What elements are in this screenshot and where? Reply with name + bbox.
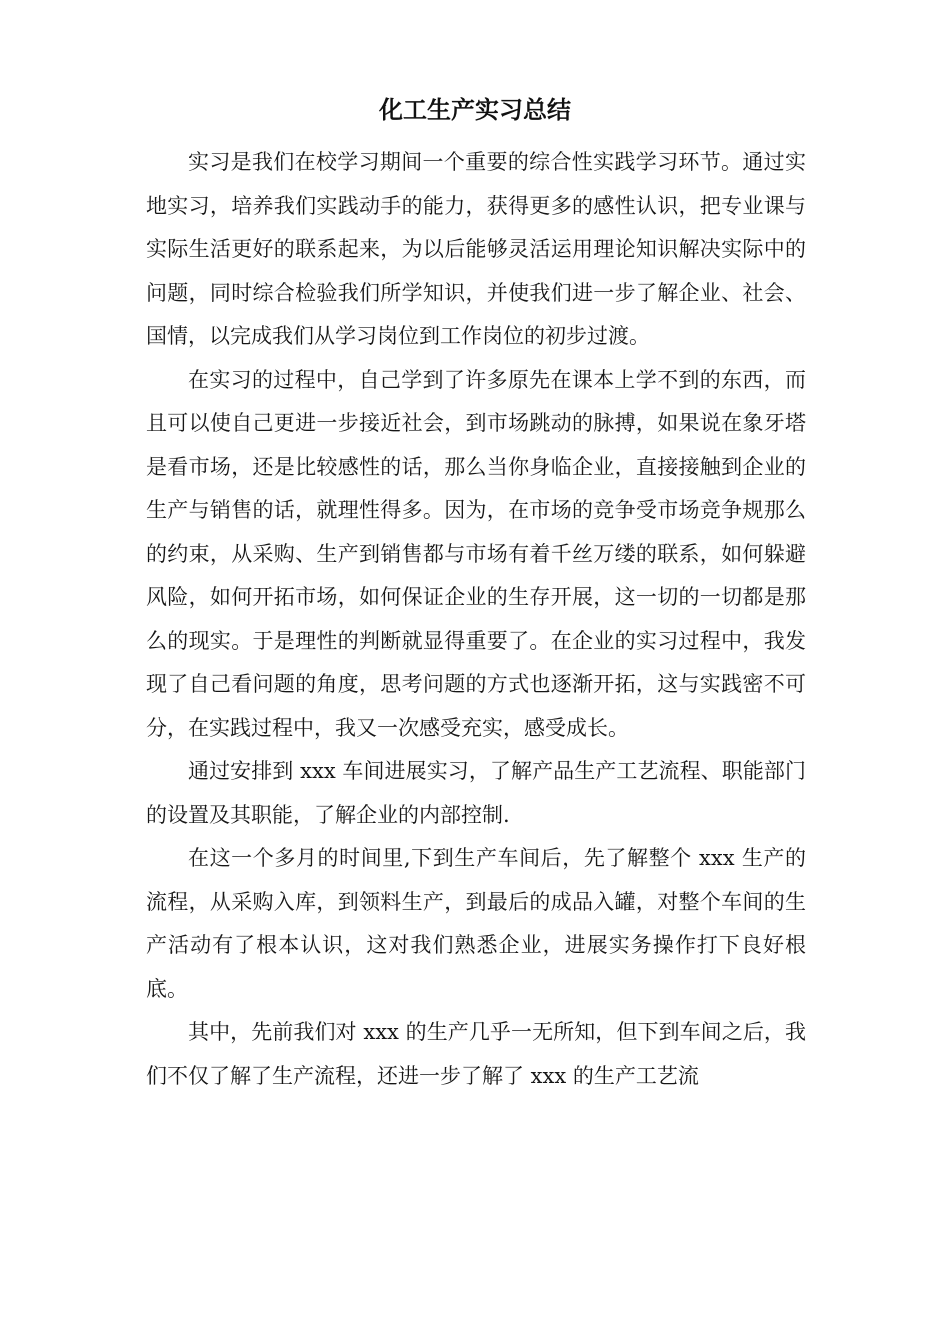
document-body: [146, 141, 806, 1098]
paragraph-4: 在这一个多月的时间里,下到生产车间后，先了解整个 xxx 生产的流程，从采购入库，到领料生产，到最后的成品入罐，对整个车间的生产活动有了根本认识，这对我们熟悉企业，进展实务操作打下良好根底。: [146, 846, 806, 1001]
paragraph-1: 实习是我们在校学习期间一个重要的综合性实践学习环节。通过实地实习，培养我们实践动手的能力，获得更多的感性认识，把专业课与实际生活更好的联系起来，为以后能够灵活运用理论知识解决实际中的问题，同时综合检验我们所学知识，并使我们进一步了解企业、社会、国情，以完成我们从学习岗位到工作岗位的初步过渡。: [146, 150, 806, 348]
document-title: 化工生产实习总结: [379, 95, 571, 124]
paragraph-5: 其中，先前我们对 xxx 的生产几乎一无所知，但下到车间之后，我们不仅了解了生产流程，还进一步了解了 xxx 的生产工艺流: [146, 1020, 806, 1088]
paragraph-3: 通过安排到 xxx 车间进展实习，了解产品生产工艺流程、职能部门的设置及其职能，了解企业的内部控制.: [146, 759, 806, 827]
paragraph-2: 在实习的过程中，自己学到了许多原先在课本上学不到的东西，而且可以使自己更进一步接近社会，到市场跳动的脉搏，如果说在象牙塔是看市场，还是比较感性的话，那么当你身临企业，直接接触到企业的生产与销售的话，就理性得多。因为，在市场的竞争受市场竞争规那么的约束，从采购、生产到销售都与市场有着千丝万缕的联系，如何躲避风险，如何开拓市场，如何保证企业的生存开展，这一切的一切都是那么的现实。于是理性的判断就显得重要了。在企业的实习过程中，我发现了自己看问题的角度，思考问题的方式也逐渐开拓，这与实践密不可分，在实践过程中，我又一次感受充实，感受成长。: [146, 367, 806, 740]
